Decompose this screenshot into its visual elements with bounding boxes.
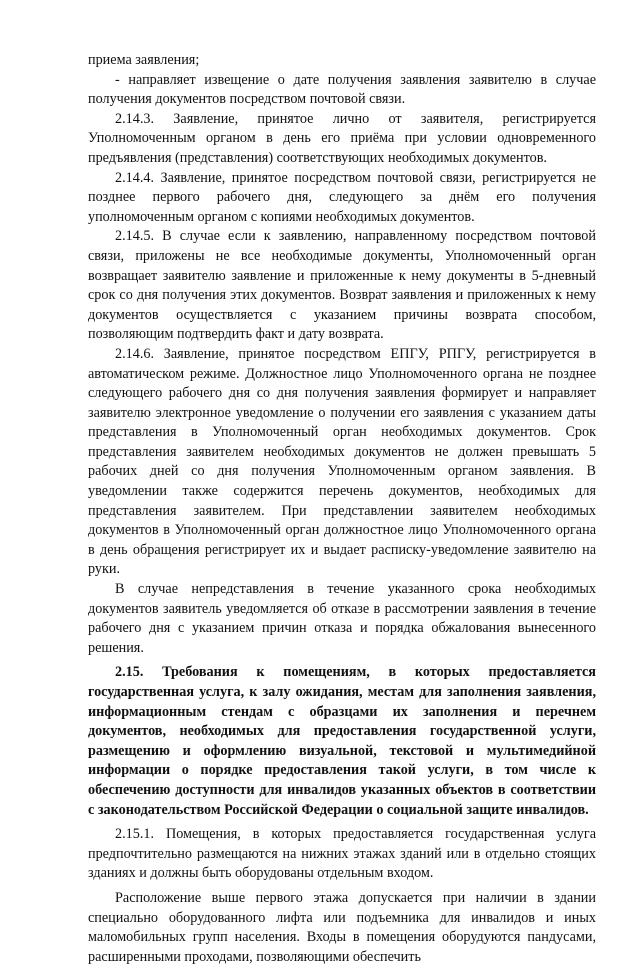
- paragraph-notification-by-post: - направляет извещение о дате получения заявления заявителю в случае получения документов посредством почтовой связи.: [88, 71, 596, 108]
- paragraph-2-14-3: 2.14.3. Заявление, принятое лично от заявителя, регистрируется Уполномоченным органом в день его приёма при условии одновременного предъявления (представления) соответствующих необходимых документов.: [88, 110, 596, 166]
- paragraph-2-15-1: 2.15.1. Помещения, в которых предоставляется государственная услуга предпочтительно размещаются на нижних этажах зданий или в отдельно стоящих зданиях и должны быть оборудованы отдельным входом.: [88, 826, 596, 882]
- paragraph-2-14-4: 2.14.4. Заявление, принятое посредством почтовой связи, регистрируется не позднее первого рабочего дня, следующего за днём его получения уполномоченным органом с копиями необходимых документов.: [88, 169, 596, 225]
- section-heading-2-15: 2.15. Требования к помещениям, в которых предоставляется государственная услуга, к залу ожидания, местам для заполнения заявления, информационным стендам с образцами их заполнения и перечнем документов, необходимых для предоставления государственной услуги, размещению и оформлению визуальной, текстовой и мультимедийной информации о порядке предоставления такой услуги, в том числе к обеспечению доступности для инвалидов указанных объектов в соответствии с законодательством Российской Федерации о социальной защите инвалидов.: [88, 664, 596, 818]
- document-page: [88, 51, 596, 967]
- paragraph-non-submission: В случае непредставления в течение указанного срока необходимых документов заявитель уведомляется об отказе в рассмотрении заявления в течение рабочего дня с указанием причин отказа и порядка обжалования вынесенного решения.: [88, 581, 596, 656]
- paragraph-upper-floors: Расположение выше первого этажа допускается при наличии в здании специально оборудованного лифта или подъемника для инвалидов и иных маломобильных групп населения. Входы в помещения оборудуются пандусами, расширенными проходами, позволяющими обеспечить: [88, 889, 596, 965]
- paragraph-2-14-6: 2.14.6. Заявление, принятое посредством ЕПГУ, РПГУ, регистрируется в автоматическом режиме. Должностное лицо Уполномоченного органа не позднее следующего рабочего дня со дня получения заявления формирует и направляет заявителю электронное уведомление о получении его заявления с указанием даты представления в Уполномоченный орган необходимых документов. Срок представления заявителем необходимых документов не должен превышать 5 рабочих дней со дня получения Уполномоченным органом заявления. В уведомлении также содержится перечень документов, необходимых для представления заявителем. При представлении заявителем необходимых документов в Уполномоченный орган должностное лицо Уполномоченного органа в день обращения регистрирует их и выдает расписку-уведомление заявителю на руки.: [88, 345, 596, 578]
- paragraph-2-14-5: 2.14.5. В случае если к заявлению, направленному посредством почтовой связи, приложены не все необходимые документы, Уполномоченный орган возвращает заявителю заявление и приложенные к нему документы в 5-дневный срок со дня получения этих документов. Возврат заявления и приложенных к нему документов осуществляется с указанием причины возврата способом, позволяющим подтвердить факт и дату возврата.: [88, 228, 596, 343]
- paragraph-application-receipt-end: приема заявления;: [88, 52, 200, 68]
